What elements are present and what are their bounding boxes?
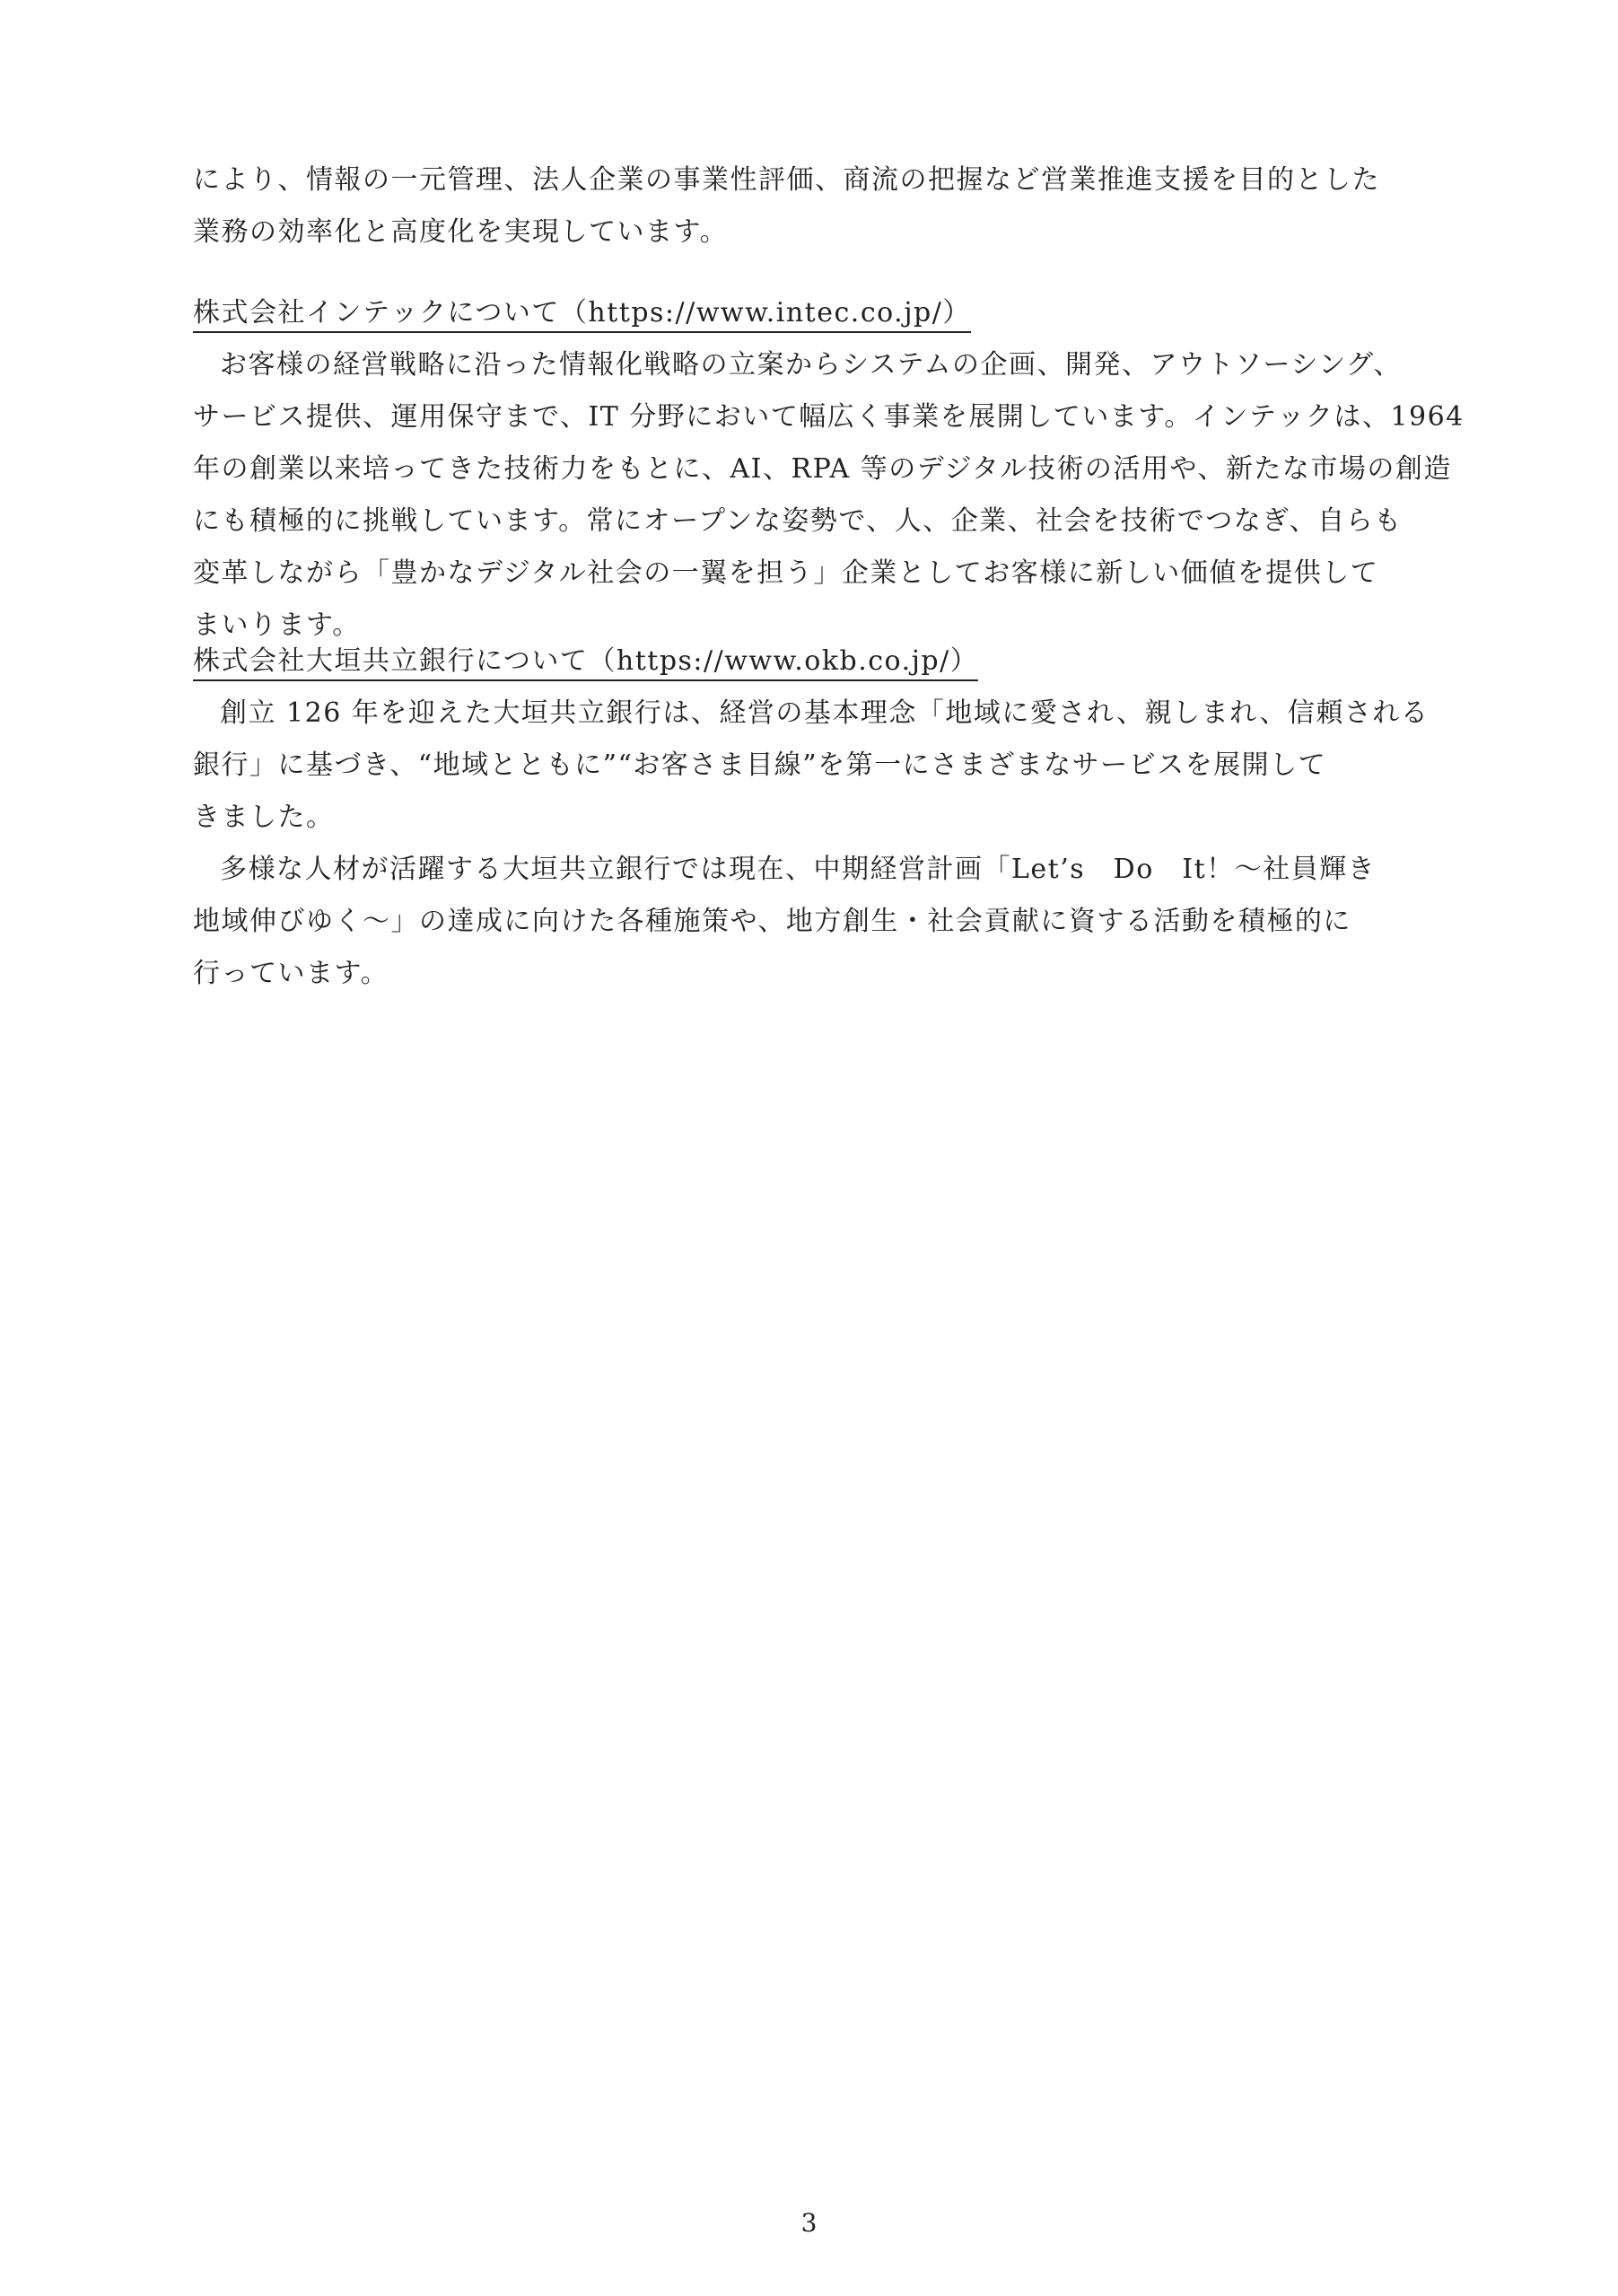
- section-heading: 株式会社インテックについて（https://www.intec.co.jp/）: [193, 295, 971, 333]
- paragraph-line: 年の創業以来培ってきた技術力をもとに、AI、RPA 等のデジタル技術の活用や、新たな市場の創造: [193, 453, 1452, 485]
- paragraph-line: 地域伸びゆく～」の達成に向けた各種施策や、地方創生・社会貢献に資する活動を積極的に: [193, 906, 1351, 937]
- okb-section: [193, 635, 1440, 1000]
- paragraph-line: きました。: [193, 802, 335, 833]
- paragraph-line: サービス提供、運用保守まで、IT 分野において幅広く事業を展開しています。インテックは、1964: [193, 401, 1465, 433]
- okb-heading-line: [193, 635, 1440, 688]
- intro-paragraph: [193, 154, 1440, 259]
- paragraph-line: 業務の効率化と高度化を実現しています。: [193, 216, 729, 248]
- section-heading: 株式会社大垣共立銀行について（https://www.okb.co.jp/）: [193, 644, 978, 681]
- paragraph-line: 行っています。: [193, 958, 389, 989]
- intec-heading-line: [193, 287, 1440, 339]
- paragraph-line: まいります。: [193, 609, 361, 641]
- page-number: 3: [800, 2208, 818, 2238]
- paragraph-line: 創立 126 年を迎えた大垣共立銀行は、経営の基本理念「地域に愛され、親しまれ、信頼される: [220, 697, 1430, 729]
- paragraph-line: 多様な人材が活躍する大垣共立銀行では現在、中期経営計画「Let’s Do It！～社員輝き: [220, 854, 1377, 885]
- paragraph-line: 銀行」に基づき、“地域とともに”“お客さま目線”を第一にさまざまなサービスを展開して: [193, 749, 1327, 781]
- paragraph-line: 変革しながら「豊かなデジタル社会の一翼を担う」企業としてお客様に新しい価値を提供して: [193, 557, 1379, 589]
- paragraph-line: お客様の経営戦略に沿った情報化戦略の立案からシステムの企画、開発、アウトソーシング、: [220, 349, 1402, 381]
- paragraph-line: により、情報の一元管理、法人企業の事業性評価、商流の把握など営業推進支援を目的とした: [193, 164, 1380, 196]
- intec-section: [193, 287, 1465, 652]
- paragraph-line: にも積極的に挑戦しています。常にオープンな姿勢で、人、企業、社会を技術でつなぎ、自らも: [193, 505, 1403, 537]
